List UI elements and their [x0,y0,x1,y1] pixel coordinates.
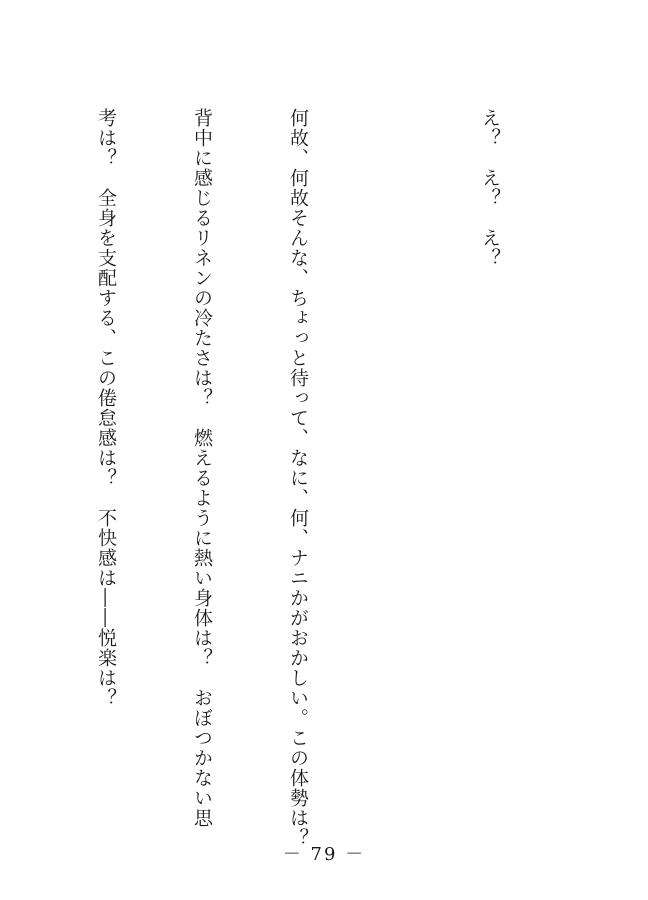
page-number: － 79 － [282,844,366,865]
text-line-4: 背中に感じるリネンの冷たさは？ 燃えるように熱い身体は？ おぼつかない思 [191,108,213,828]
text-line-1: え？ え？ え？ [479,108,501,268]
text-line-3: 何故、何故そんな、ちょっと待って、なに、何、ナニかがおかしい。この体勢は？ [287,108,309,848]
text-line-5: 考は？ 全身を支配する、この倦怠感は？ 不快感は――悦楽は？ [95,108,117,708]
text-line-2 [378,108,410,808]
body-text [0,108,570,848]
text-line-6 [0,108,26,808]
